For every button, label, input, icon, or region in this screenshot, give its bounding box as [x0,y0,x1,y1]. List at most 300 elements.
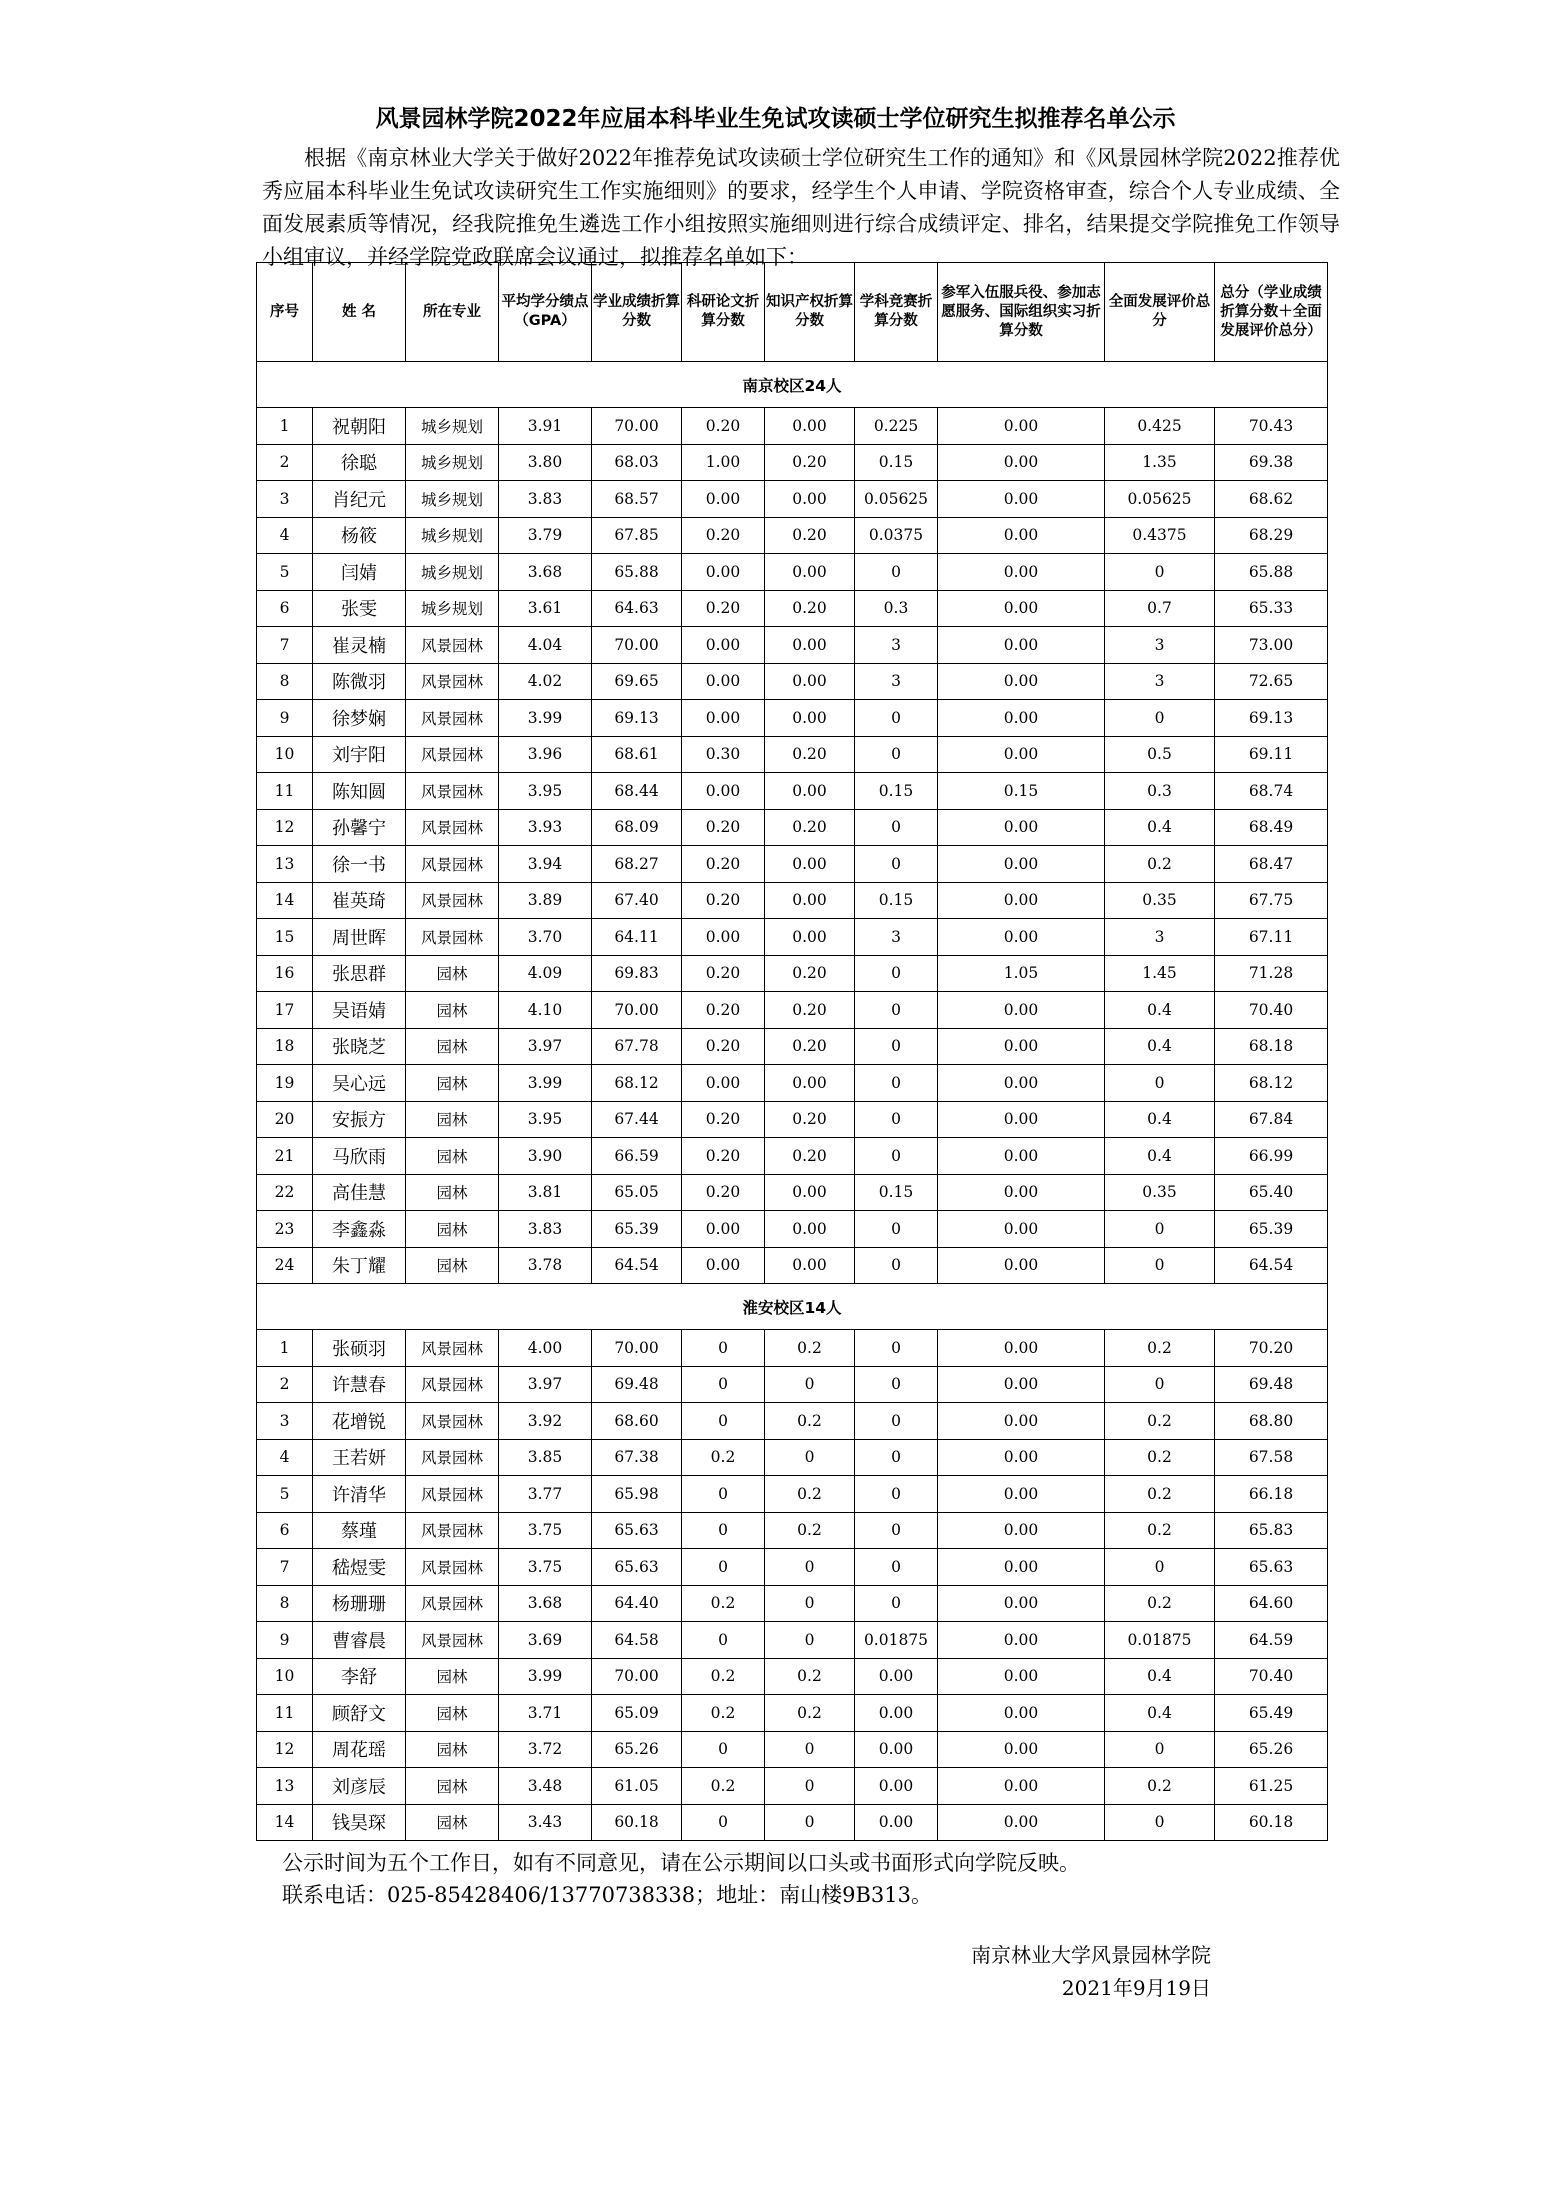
cell-total-score: 65.40 [1215,1174,1328,1211]
cell-ip-score: 0.00 [765,663,855,700]
cell-total-score: 69.38 [1215,444,1328,481]
cell-name: 杨筱 [313,517,406,554]
cell-total-score: 65.26 [1215,1731,1328,1768]
cell-total-score: 68.12 [1215,1065,1328,1102]
cell-index: 1 [257,408,313,445]
cell-service-score: 0.00 [938,700,1105,737]
col-header-major: 所在专业 [406,263,499,362]
cell-development-score: 0 [1105,700,1215,737]
cell-index: 5 [257,1476,313,1513]
cell-name: 周花瑶 [313,1731,406,1768]
cell-ip-score: 0.00 [765,1065,855,1102]
cell-service-score: 0.00 [938,1330,1105,1367]
cell-ip-score: 0.2 [765,1330,855,1367]
cell-total-score: 66.99 [1215,1138,1328,1175]
cell-competition-score: 0.15 [855,882,938,919]
page-title: 风景园林学院2022年应届本科毕业生免试攻读硕士学位研究生拟推荐名单公示 [375,106,1176,132]
cell-service-score: 0.00 [938,992,1105,1029]
cell-gpa: 3.81 [499,1174,592,1211]
cell-development-score: 0.7 [1105,590,1215,627]
cell-competition-score: 0 [855,809,938,846]
cell-gpa: 3.68 [499,554,592,591]
table-row [257,554,1328,591]
cell-ip-score: 0 [765,1768,855,1805]
cell-name: 高佳慧 [313,1174,406,1211]
col-header-academic-score: 学业成绩折算分数 [592,263,682,362]
cell-total-score: 68.47 [1215,846,1328,883]
cell-total-score: 69.48 [1215,1366,1328,1403]
cell-index: 10 [257,736,313,773]
cell-gpa: 3.95 [499,1101,592,1138]
cell-total-score: 66.18 [1215,1476,1328,1513]
cell-competition-score: 0.00 [855,1695,938,1732]
cell-paper-score: 0.20 [682,1174,765,1211]
table-row [257,663,1328,700]
cell-competition-score: 0 [855,1065,938,1102]
cell-development-score: 0.4 [1105,1138,1215,1175]
contact-text: 联系电话：025-85428406/13770738338；地址：南山楼9B313。 [282,1883,932,1907]
cell-major: 风景园林 [406,773,499,810]
cell-index: 13 [257,1768,313,1805]
table-row [257,992,1328,1029]
cell-name: 许慧春 [313,1366,406,1403]
cell-total-score: 64.60 [1215,1585,1328,1622]
cell-major: 园林 [406,1731,499,1768]
cell-total-score: 65.88 [1215,554,1328,591]
cell-name: 陈知圆 [313,773,406,810]
cell-competition-score: 0.00 [855,1658,938,1695]
cell-paper-score: 0 [682,1330,765,1367]
cell-academic-score: 66.59 [592,1138,682,1175]
signature-org: 南京林业大学风景园林学院 [971,1943,1211,1967]
cell-name: 吴语婧 [313,992,406,1029]
cell-development-score: 0.4 [1105,1028,1215,1065]
cell-index: 18 [257,1028,313,1065]
cell-total-score: 68.74 [1215,773,1328,810]
cell-development-score: 3 [1105,663,1215,700]
cell-ip-score: 0 [765,1731,855,1768]
cell-academic-score: 65.39 [592,1211,682,1248]
cell-total-score: 68.49 [1215,809,1328,846]
cell-competition-score: 0.01875 [855,1622,938,1659]
cell-ip-score: 0 [765,1585,855,1622]
cell-name: 孙馨宁 [313,809,406,846]
cell-paper-score: 0.20 [682,590,765,627]
cell-index: 16 [257,955,313,992]
cell-academic-score: 64.63 [592,590,682,627]
cell-gpa: 3.91 [499,408,592,445]
cell-paper-score: 0.00 [682,1065,765,1102]
cell-major: 城乡规划 [406,590,499,627]
cell-academic-score: 65.98 [592,1476,682,1513]
cell-competition-score: 0 [855,1366,938,1403]
cell-paper-score: 0.2 [682,1658,765,1695]
table-row [257,1403,1328,1440]
cell-major: 风景园林 [406,1366,499,1403]
cell-academic-score: 69.48 [592,1366,682,1403]
cell-ip-score: 0.00 [765,1174,855,1211]
cell-ip-score: 0.20 [765,517,855,554]
cell-major: 园林 [406,1211,499,1248]
cell-gpa: 3.70 [499,919,592,956]
section-label: 南京校区24人 [257,362,1328,408]
cell-development-score: 0 [1105,1804,1215,1841]
cell-name: 徐一书 [313,846,406,883]
cell-total-score: 65.39 [1215,1211,1328,1248]
cell-ip-score: 0.2 [765,1403,855,1440]
table-row [257,1476,1328,1513]
cell-index: 14 [257,882,313,919]
recommendation-table [256,262,1328,1841]
cell-paper-score: 0.00 [682,773,765,810]
cell-competition-score: 3 [855,627,938,664]
cell-ip-score: 0.00 [765,773,855,810]
cell-service-score: 0.00 [938,517,1105,554]
cell-academic-score: 60.18 [592,1804,682,1841]
cell-name: 王若妍 [313,1439,406,1476]
cell-major: 风景园林 [406,700,499,737]
cell-paper-score: 0.2 [682,1585,765,1622]
cell-academic-score: 67.44 [592,1101,682,1138]
cell-major: 园林 [406,1695,499,1732]
cell-competition-score: 0.225 [855,408,938,445]
cell-gpa: 3.99 [499,1065,592,1102]
cell-academic-score: 64.11 [592,919,682,956]
cell-major: 风景园林 [406,882,499,919]
cell-development-score: 1.35 [1105,444,1215,481]
cell-service-score: 0.00 [938,1549,1105,1586]
cell-development-score: 3 [1105,919,1215,956]
cell-major: 城乡规划 [406,444,499,481]
cell-competition-score: 0 [855,992,938,1029]
cell-paper-score: 0.00 [682,700,765,737]
cell-service-score: 0.00 [938,444,1105,481]
cell-gpa: 3.99 [499,1658,592,1695]
cell-gpa: 3.72 [499,1731,592,1768]
cell-ip-score: 0.20 [765,736,855,773]
cell-gpa: 4.09 [499,955,592,992]
cell-development-score: 0.3 [1105,773,1215,810]
cell-competition-score: 0.15 [855,444,938,481]
cell-major: 园林 [406,1658,499,1695]
cell-service-score: 0.00 [938,1585,1105,1622]
cell-index: 1 [257,1330,313,1367]
cell-competition-score: 0.15 [855,1174,938,1211]
table-row [257,1804,1328,1841]
cell-gpa: 3.75 [499,1549,592,1586]
cell-paper-score: 0 [682,1731,765,1768]
cell-gpa: 3.95 [499,773,592,810]
cell-ip-score: 0 [765,1439,855,1476]
cell-total-score: 70.43 [1215,408,1328,445]
section-row [257,362,1328,408]
cell-major: 园林 [406,1138,499,1175]
cell-index: 19 [257,1065,313,1102]
cell-gpa: 3.68 [499,1585,592,1622]
cell-competition-score: 0 [855,1247,938,1284]
cell-paper-score: 0.00 [682,663,765,700]
cell-competition-score: 0.00 [855,1731,938,1768]
cell-academic-score: 67.85 [592,517,682,554]
cell-development-score: 0.2 [1105,1476,1215,1513]
cell-total-score: 70.40 [1215,1658,1328,1695]
cell-development-score: 1.45 [1105,955,1215,992]
cell-academic-score: 65.63 [592,1549,682,1586]
cell-service-score: 0.00 [938,1138,1105,1175]
cell-development-score: 0.2 [1105,1512,1215,1549]
cell-academic-score: 68.12 [592,1065,682,1102]
col-header-paper-score: 科研论文折算分数 [682,263,765,362]
cell-name: 蔡瑾 [313,1512,406,1549]
cell-service-score: 0.00 [938,408,1105,445]
cell-major: 风景园林 [406,627,499,664]
cell-development-score: 0 [1105,1366,1215,1403]
cell-total-score: 70.40 [1215,992,1328,1029]
col-header-gpa: 平均学分绩点（GPA） [499,263,592,362]
table-row [257,408,1328,445]
cell-ip-score: 0.00 [765,554,855,591]
cell-name: 闫婧 [313,554,406,591]
cell-major: 风景园林 [406,1330,499,1367]
cell-index: 12 [257,809,313,846]
cell-ip-score: 0 [765,1549,855,1586]
cell-service-score: 0.00 [938,627,1105,664]
cell-total-score: 68.29 [1215,517,1328,554]
cell-index: 6 [257,1512,313,1549]
cell-gpa: 3.92 [499,1403,592,1440]
cell-service-score: 0.00 [938,882,1105,919]
cell-total-score: 61.25 [1215,1768,1328,1805]
cell-total-score: 68.18 [1215,1028,1328,1065]
cell-index: 8 [257,663,313,700]
cell-service-score: 0.00 [938,1731,1105,1768]
cell-name: 顾舒文 [313,1695,406,1732]
cell-academic-score: 64.58 [592,1622,682,1659]
cell-competition-score: 0.15 [855,773,938,810]
section-label: 淮安校区14人 [257,1284,1328,1330]
cell-paper-score: 1.00 [682,444,765,481]
cell-gpa: 3.93 [499,809,592,846]
cell-service-score: 0.00 [938,1804,1105,1841]
cell-index: 21 [257,1138,313,1175]
cell-ip-score: 0.20 [765,809,855,846]
cell-competition-score: 0.00 [855,1768,938,1805]
cell-major: 园林 [406,1065,499,1102]
cell-academic-score: 68.03 [592,444,682,481]
cell-major: 园林 [406,1768,499,1805]
cell-paper-score: 0.20 [682,955,765,992]
cell-academic-score: 69.13 [592,700,682,737]
cell-development-score: 0.425 [1105,408,1215,445]
cell-name: 曹睿晨 [313,1622,406,1659]
cell-name: 钱昊琛 [313,1804,406,1841]
table-row [257,1330,1328,1367]
cell-ip-score: 0.20 [765,444,855,481]
cell-competition-score: 3 [855,919,938,956]
cell-index: 10 [257,1658,313,1695]
cell-paper-score: 0.00 [682,481,765,518]
cell-development-score: 0.01875 [1105,1622,1215,1659]
cell-ip-score: 0.2 [765,1512,855,1549]
cell-service-score: 0.00 [938,1403,1105,1440]
cell-name: 许清华 [313,1476,406,1513]
cell-index: 6 [257,590,313,627]
table-row [257,773,1328,810]
cell-service-score: 0.00 [938,736,1105,773]
cell-competition-score: 0 [855,1512,938,1549]
cell-paper-score: 0.2 [682,1439,765,1476]
col-header-ip-score: 知识产权折算分数 [765,263,855,362]
cell-paper-score: 0 [682,1366,765,1403]
cell-name: 祝朝阳 [313,408,406,445]
cell-paper-score: 0.2 [682,1695,765,1732]
cell-competition-score: 0 [855,1330,938,1367]
cell-major: 城乡规划 [406,408,499,445]
cell-development-score: 0.4 [1105,992,1215,1029]
cell-development-score: 0.4 [1105,1695,1215,1732]
cell-major: 风景园林 [406,736,499,773]
cell-competition-score: 3 [855,663,938,700]
cell-major: 园林 [406,955,499,992]
table-row [257,1028,1328,1065]
cell-paper-score: 0.20 [682,1138,765,1175]
cell-service-score: 0.00 [938,481,1105,518]
cell-development-score: 0.35 [1105,882,1215,919]
cell-service-score: 0.00 [938,919,1105,956]
cell-index: 7 [257,1549,313,1586]
cell-service-score: 0.00 [938,1028,1105,1065]
cell-major: 风景园林 [406,663,499,700]
cell-paper-score: 0.20 [682,846,765,883]
cell-index: 15 [257,919,313,956]
cell-academic-score: 68.27 [592,846,682,883]
cell-gpa: 3.89 [499,882,592,919]
cell-gpa: 3.80 [499,444,592,481]
table-row [257,1439,1328,1476]
cell-paper-score: 0.00 [682,1247,765,1284]
cell-major: 园林 [406,992,499,1029]
table-row [257,1658,1328,1695]
cell-academic-score: 70.00 [592,992,682,1029]
cell-name: 张晓芝 [313,1028,406,1065]
cell-competition-score: 0.0375 [855,517,938,554]
table-row [257,1731,1328,1768]
cell-development-score: 0.4 [1105,1658,1215,1695]
cell-competition-score: 0 [855,846,938,883]
cell-ip-score: 0.20 [765,1138,855,1175]
cell-major: 园林 [406,1101,499,1138]
cell-gpa: 3.99 [499,700,592,737]
cell-academic-score: 70.00 [592,1658,682,1695]
cell-total-score: 67.11 [1215,919,1328,956]
cell-major: 风景园林 [406,1622,499,1659]
cell-major: 城乡规划 [406,481,499,518]
table-row [257,1101,1328,1138]
cell-service-score: 0.15 [938,773,1105,810]
cell-service-score: 0.00 [938,590,1105,627]
intro-paragraph [262,142,1340,274]
table-row [257,1138,1328,1175]
cell-gpa: 3.90 [499,1138,592,1175]
table-row [257,736,1328,773]
cell-competition-score: 0 [855,1028,938,1065]
cell-total-score: 68.80 [1215,1403,1328,1440]
cell-service-score: 0.00 [938,1512,1105,1549]
cell-total-score: 65.49 [1215,1695,1328,1732]
cell-development-score: 0.5 [1105,736,1215,773]
cell-ip-score: 0.00 [765,846,855,883]
cell-name: 马欣雨 [313,1138,406,1175]
cell-ip-score: 0.20 [765,992,855,1029]
table-row [257,1174,1328,1211]
cell-academic-score: 70.00 [592,1330,682,1367]
cell-paper-score: 0 [682,1804,765,1841]
cell-academic-score: 67.40 [592,882,682,919]
cell-index: 5 [257,554,313,591]
table-row [257,590,1328,627]
table-row [257,1695,1328,1732]
cell-academic-score: 70.00 [592,627,682,664]
cell-gpa: 3.79 [499,517,592,554]
cell-index: 24 [257,1247,313,1284]
cell-service-score: 0.00 [938,1247,1105,1284]
cell-major: 园林 [406,1247,499,1284]
cell-index: 3 [257,1403,313,1440]
cell-development-score: 0.2 [1105,1768,1215,1805]
table-row [257,444,1328,481]
cell-development-score: 0 [1105,1549,1215,1586]
cell-total-score: 60.18 [1215,1804,1328,1841]
cell-major: 园林 [406,1028,499,1065]
cell-competition-score: 0.05625 [855,481,938,518]
cell-service-score: 0.00 [938,1622,1105,1659]
cell-name: 肖纪元 [313,481,406,518]
cell-development-score: 0 [1105,1731,1215,1768]
cell-academic-score: 68.60 [592,1403,682,1440]
cell-gpa: 3.43 [499,1804,592,1841]
cell-paper-score: 0.00 [682,919,765,956]
cell-total-score: 70.20 [1215,1330,1328,1367]
cell-gpa: 3.69 [499,1622,592,1659]
cell-ip-score: 0.00 [765,882,855,919]
col-header-total-score: 总分（学业成绩折算分数＋全面发展评价总分） [1215,263,1328,362]
col-header-service-score: 参军入伍服兵役、参加志愿服务、国际组织实习折算分数 [938,263,1105,362]
cell-service-score: 0.00 [938,1695,1105,1732]
cell-index: 22 [257,1174,313,1211]
cell-ip-score: 0.20 [765,590,855,627]
cell-index: 14 [257,1804,313,1841]
cell-development-score: 0.2 [1105,1330,1215,1367]
table-row [257,1585,1328,1622]
cell-name: 嵇煜雯 [313,1549,406,1586]
cell-index: 9 [257,700,313,737]
cell-name: 崔英琦 [313,882,406,919]
cell-academic-score: 67.38 [592,1439,682,1476]
cell-index: 11 [257,773,313,810]
cell-paper-score: 0.00 [682,554,765,591]
cell-name: 杨珊珊 [313,1585,406,1622]
cell-ip-score: 0.00 [765,1247,855,1284]
table-row [257,1768,1328,1805]
cell-paper-score: 0 [682,1403,765,1440]
cell-service-score: 0.00 [938,1174,1105,1211]
cell-academic-score: 69.83 [592,955,682,992]
cell-index: 9 [257,1622,313,1659]
cell-gpa: 4.00 [499,1330,592,1367]
cell-major: 风景园林 [406,1439,499,1476]
cell-index: 3 [257,481,313,518]
cell-competition-score: 0 [855,1211,938,1248]
